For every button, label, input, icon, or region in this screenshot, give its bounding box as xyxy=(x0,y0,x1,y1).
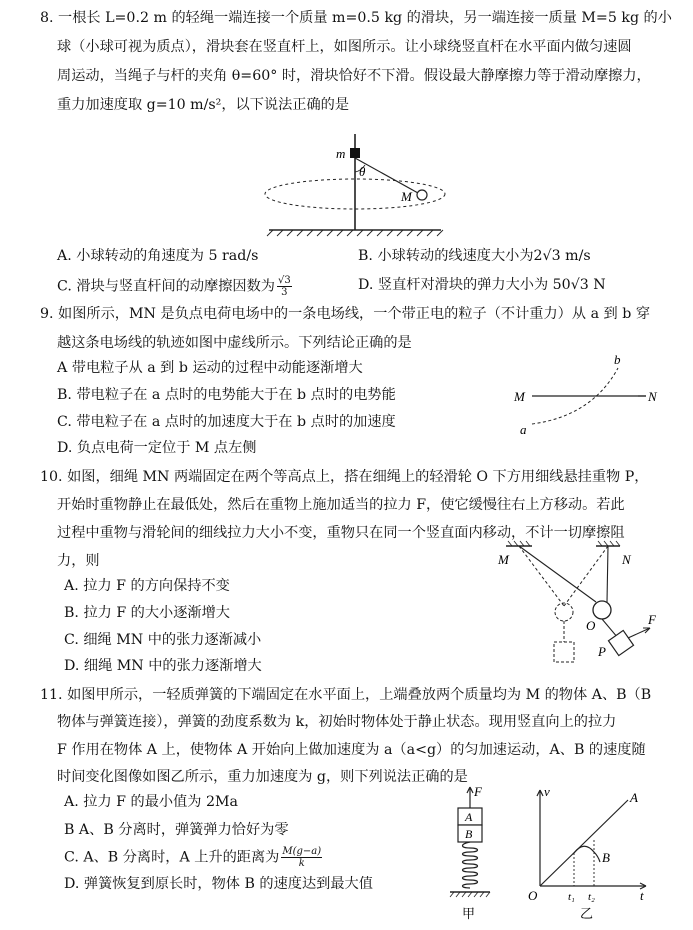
q11-option-c-fraction xyxy=(281,846,322,869)
q8-option-c-text: C. 滑块与竖直杆间的动摩擦因数为 xyxy=(57,278,275,295)
q11-jia-label-B: B xyxy=(465,827,473,841)
q9-label-b: b xyxy=(614,352,621,367)
q10-label-M: M xyxy=(498,552,509,567)
q8-option-c-denominator: 3 xyxy=(281,287,288,298)
q9-option-c: C. 带电粒子在 a 点时的加速度大于在 b 点时的加速度 xyxy=(57,414,396,430)
q9-label-a: a xyxy=(520,422,527,437)
q8-ground-hatch xyxy=(267,230,443,236)
q9-figure xyxy=(510,350,660,440)
q11-option-a: A. 拉力 F 的最小值为 2Ma xyxy=(64,794,238,810)
q10-weight-p xyxy=(608,630,633,655)
q11-option-b: B A、B 分离时，弹簧弹力恰好为零 xyxy=(64,822,289,838)
q8-label-theta: θ xyxy=(359,164,366,179)
q10-force-f xyxy=(628,628,650,638)
q10-label-O: O xyxy=(586,618,596,633)
q8-stem-line-2: 球（小球可视为质点），滑块套在竖直杆上，如图所示。让小球绕竖直杆在水平面内做匀速圆 xyxy=(57,39,632,55)
q9-label-M: M xyxy=(514,389,525,404)
q11-stem-line-1: 11. 如图甲所示，一轻质弹簧的下端固定在水平面上，上端叠放两个质量均为 M 的物体 A、B（B xyxy=(40,687,652,703)
q9-stem-line-2: 越这条电场线的轨迹如图中虚线所示。下列结论正确的是 xyxy=(57,335,412,351)
q11-option-c xyxy=(64,846,322,869)
q8-label-m: m xyxy=(336,146,346,161)
q8-stem-line-3: 周运动，当绳子与杆的夹角 θ=60° 时，滑块恰好不下滑。假设最大静摩擦力等于滑动摩擦力， xyxy=(57,68,651,84)
q8-stem-line-4: 重力加速度取 g=10 m/s²，以下说法正确的是 xyxy=(57,97,350,113)
q10-pulley-o xyxy=(593,601,611,619)
q10-stem-line-2: 开始时重物静止在最低处，然后在重物上施加适当的拉力 F，使它缓慢往右上方移动。若此 xyxy=(57,497,625,513)
q10-label-F: F xyxy=(648,612,656,627)
q11-yi-curve-b xyxy=(574,846,600,862)
q8-slider-block xyxy=(350,148,360,158)
q10-rope-right xyxy=(607,546,608,602)
q10-stem-line-4: 力，则 xyxy=(57,553,100,569)
q11-yi-label-v: v xyxy=(544,784,550,799)
q10-option-b: B. 拉力 F 的大小逐渐增大 xyxy=(64,605,230,621)
q9-label-N: N xyxy=(648,389,657,404)
q11-figure-jia xyxy=(438,782,502,926)
q11-yi-label-B: B xyxy=(602,850,610,865)
q11-option-c-text: C. A、B 分离时，A 上升的距离为 xyxy=(64,849,280,866)
q11-jia-caption: 甲 xyxy=(462,906,476,921)
q10-stem-line-3: 过程中重物与滑轮间的细线拉力大小不变，重物只在同一个竖直面内移动，不计一切摩擦阻 xyxy=(57,525,625,541)
q11-yi-label-t1: t₁ xyxy=(568,891,575,903)
q8-option-a: A. 小球转动的角速度为 5 rad/s xyxy=(57,248,259,264)
q11-stem-line-3: F 作用在物体 A 上，使物体 A 开始向上做加速度为 a（a<g）的匀加速运动，A、B 的速度随 xyxy=(57,742,646,758)
q9-option-d: D. 负点电荷一定位于 M 点左侧 xyxy=(57,440,257,456)
q11-jia-label-F: F xyxy=(474,784,482,799)
q8-label-M: M xyxy=(401,189,412,204)
q8-option-c-numerator: √3 xyxy=(278,275,291,286)
q11-figure-yi xyxy=(522,782,657,926)
q10-option-c: C. 细绳 MN 中的张力逐渐减小 xyxy=(64,632,262,648)
q11-yi-label-A: A xyxy=(630,790,638,805)
q11-stem-line-2: 物体与弹簧连接），弹簧的劲度系数为 k，初始时物体处于静止状态。现用竖直向上的拉力 xyxy=(57,714,617,730)
q10-option-a: A. 拉力 F 的方向保持不变 xyxy=(64,578,230,594)
q10-rope-left-initial xyxy=(519,546,564,606)
q8-option-b: B. 小球转动的线速度大小为2√3 m/s xyxy=(358,248,591,264)
q10-left-support-hatch xyxy=(508,541,530,546)
q11-stem-line-4: 时间变化图像如图乙所示，重力加速度为 g，则下列说法正确的是 xyxy=(57,769,468,785)
q10-label-P: P xyxy=(598,644,606,659)
q10-stem-line-1: 10. 如图，细绳 MN 两端固定在两个等高点上，搭在细绳上的轻滑轮 O 下方用细线悬挂重物 P， xyxy=(40,469,649,485)
q11-yi-caption: 乙 xyxy=(580,906,594,921)
q11-yi-label-t: t xyxy=(640,888,644,903)
q11-yi-label-t2: t₂ xyxy=(588,891,595,903)
q10-figure xyxy=(492,540,662,675)
q10-right-support-hatch xyxy=(598,541,620,546)
q11-yi-label-O: O xyxy=(528,888,538,903)
q11-jia-label-A: A xyxy=(465,810,473,824)
q10-label-N: N xyxy=(622,552,631,567)
q11-jia-spring xyxy=(463,842,478,888)
q10-weight-initial xyxy=(554,642,574,662)
q10-option-d: D. 细绳 MN 中的张力逐渐增大 xyxy=(64,658,262,674)
q8-option-c-fraction xyxy=(277,275,292,298)
q8-ball xyxy=(417,190,427,200)
q11-option-d: D. 弹簧恢复到原长时，物体 B 的速度达到最大值 xyxy=(64,876,373,892)
q11-option-c-denominator: k xyxy=(298,858,305,869)
q10-rope-left xyxy=(519,546,596,602)
q11-yi-line-a xyxy=(540,800,628,886)
q8-figure xyxy=(255,128,455,240)
q10-rope-right-initial xyxy=(564,546,608,606)
q8-option-c xyxy=(57,275,292,298)
q9-option-b: B. 带电粒子在 a 点时的电势能大于在 b 点时的电势能 xyxy=(57,387,396,403)
q8-stem-line-1: 8. 一根长 L=0.2 m 的轻绳一端连接一个质量 m=0.5 kg 的滑块，另一端连接一质量 M=5 kg 的小 xyxy=(40,10,672,26)
q9-option-a: A 带电粒子从 a 到 b 运动的过程中动能逐渐增大 xyxy=(57,360,363,376)
q8-option-d: D. 竖直杆对滑块的弹力大小为 50√3 N xyxy=(358,277,606,293)
q9-stem-line-1: 9. 如图所示，MN 是负点电荷电场中的一条电场线，一个带正电的粒子（不计重力）从 a 到 b 穿 xyxy=(40,306,651,322)
q11-option-c-numerator: M(g−a) xyxy=(282,846,322,857)
